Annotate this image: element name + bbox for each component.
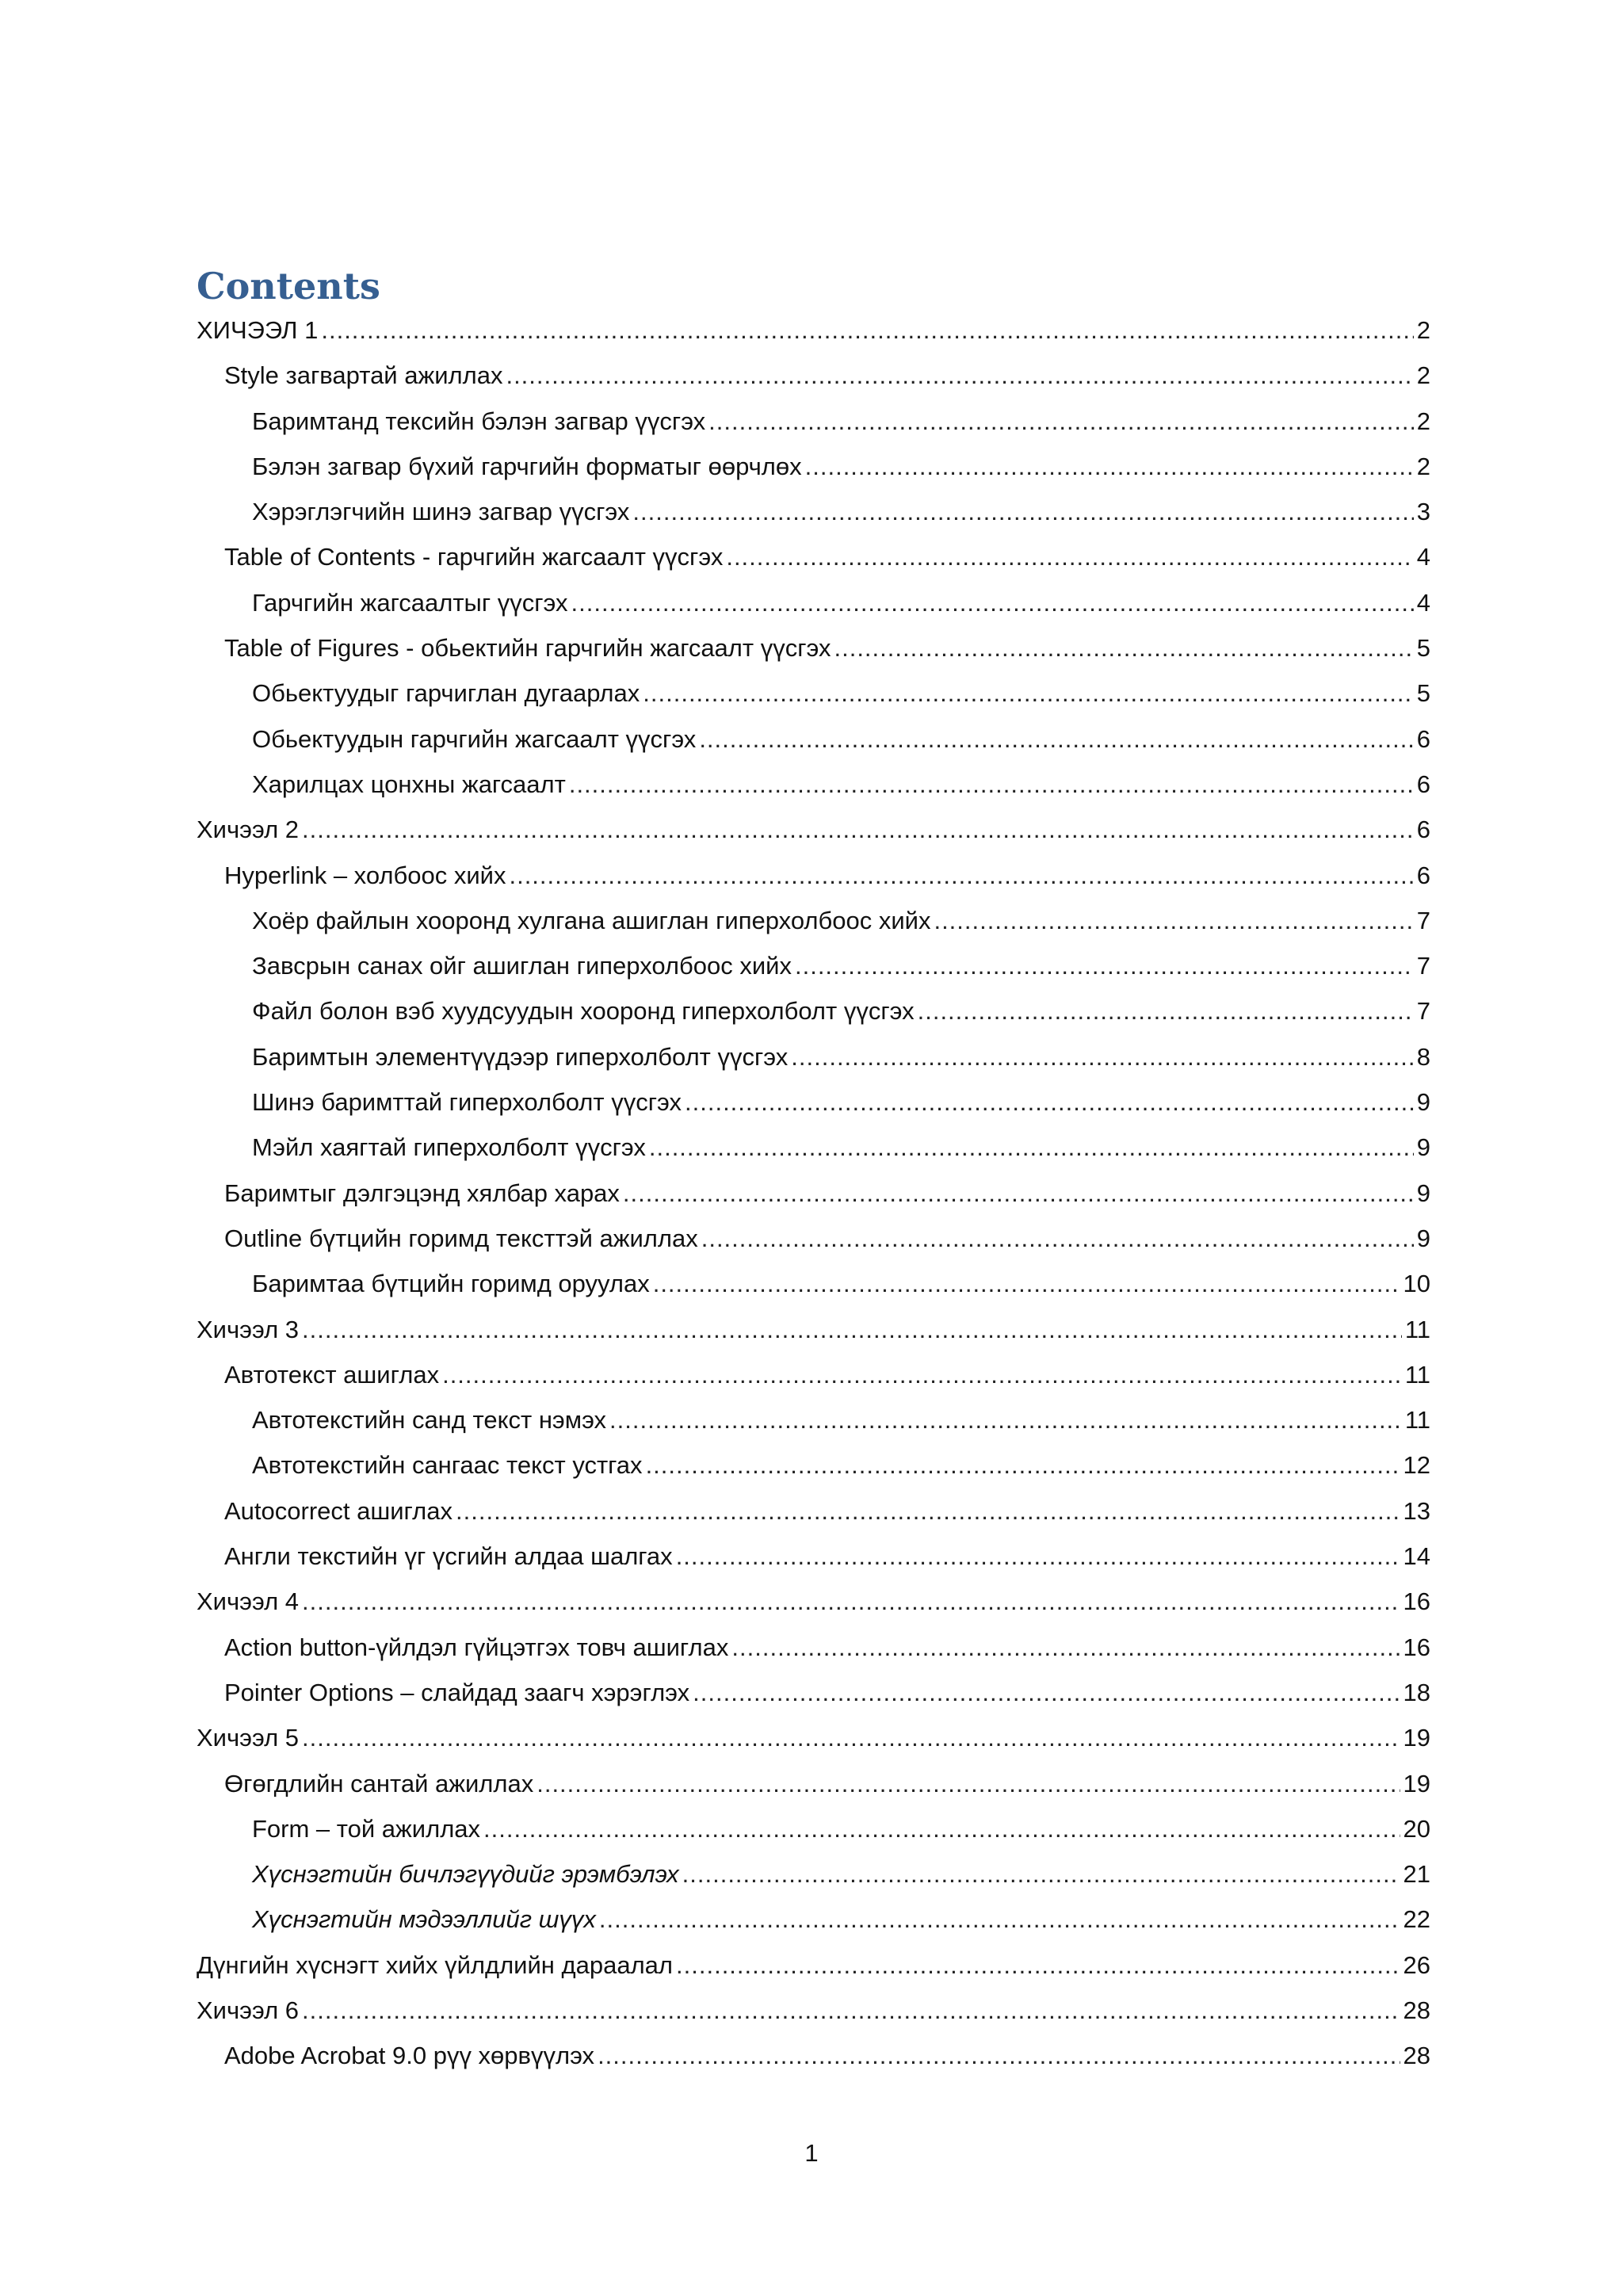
- toc-dot-leader: [805, 444, 1414, 489]
- toc-dot-leader: [598, 2033, 1400, 2078]
- toc-entry[interactable]: [197, 1125, 1430, 1170]
- toc-dot-leader: [649, 1125, 1414, 1170]
- toc-entry[interactable]: [197, 1761, 1430, 1806]
- toc-dot-leader: [685, 1079, 1414, 1125]
- toc-dot-leader: [456, 1488, 1400, 1534]
- toc-entry-label: Автотекст ашиглах: [224, 1360, 440, 1389]
- toc-entry[interactable]: [197, 1806, 1430, 1851]
- toc-entry-page: 7: [1416, 952, 1430, 980]
- toc-entry[interactable]: [197, 1988, 1430, 2033]
- toc-entry[interactable]: [197, 444, 1430, 489]
- toc-entry-label: Шинэ баримттай гиперхолболт үүсгэх: [252, 1088, 682, 1117]
- toc-entry[interactable]: [197, 1670, 1430, 1715]
- toc-entry-label: Бэлэн загвар бүхий гарчгийн форматыг өөрчлөх: [252, 452, 802, 480]
- toc-entry[interactable]: [197, 1851, 1430, 1897]
- toc-entry-label: Хэрэглэгчийн шинэ загвар үүсгэх: [252, 498, 630, 526]
- toc-dot-leader: [791, 1034, 1413, 1079]
- toc-entry-page: 6: [1416, 816, 1430, 844]
- toc-entry[interactable]: [197, 1625, 1430, 1670]
- toc-dot-leader: [795, 943, 1414, 988]
- toc-entry-page: 7: [1416, 906, 1430, 934]
- toc-entry-page: 9: [1416, 1224, 1430, 1252]
- toc-entry[interactable]: [197, 1034, 1430, 1079]
- table-of-contents: [197, 308, 1430, 2079]
- toc-dot-leader: [623, 1171, 1414, 1216]
- toc-entry-page: 22: [1403, 1905, 1430, 1934]
- toc-entry-label: Form – той ажиллах: [252, 1814, 481, 1843]
- toc-entry-label: Style загвартай ажиллах: [224, 361, 503, 390]
- toc-entry-page: 12: [1403, 1451, 1430, 1480]
- toc-entry[interactable]: [197, 308, 1430, 353]
- toc-entry[interactable]: [197, 807, 1430, 852]
- toc-dot-leader: [506, 353, 1413, 398]
- toc-dot-leader: [321, 308, 1413, 353]
- toc-entry-page: 11: [1404, 1360, 1430, 1389]
- toc-entry-label: ХИЧЭЭЛ 1: [197, 316, 319, 344]
- toc-entry-page: 19: [1403, 1724, 1430, 1752]
- toc-entry-page: 5: [1416, 634, 1430, 663]
- toc-entry[interactable]: [197, 1897, 1430, 1942]
- toc-entry-label: Хичээл 3: [197, 1315, 300, 1343]
- toc-entry-label: Автотекстийн сангаас текст устгах: [252, 1451, 643, 1480]
- toc-entry-label: Hyperlink – холбоос хийх: [224, 861, 506, 889]
- toc-dot-leader: [569, 762, 1414, 807]
- toc-entry[interactable]: [197, 1397, 1430, 1442]
- toc-entry-label: Баримтанд тексийн бэлэн загвар үүсгэх: [252, 407, 706, 435]
- toc-entry-label: Хүснэгтийн мэдээллийг шүүх: [252, 1905, 596, 1934]
- toc-entry[interactable]: [197, 1171, 1430, 1216]
- toc-entry-page: 3: [1416, 498, 1430, 526]
- toc-entry-page: 2: [1416, 452, 1430, 480]
- toc-entry[interactable]: [197, 943, 1430, 988]
- toc-dot-leader: [643, 670, 1413, 716]
- toc-entry[interactable]: [197, 399, 1430, 444]
- toc-entry[interactable]: [197, 1534, 1430, 1579]
- toc-entry-page: 2: [1416, 316, 1430, 344]
- toc-dot-leader: [701, 1216, 1414, 1261]
- toc-entry-label: Файл болон вэб хуудсуудын хооронд гиперхолболт үүсгэх: [252, 997, 915, 1026]
- toc-entry[interactable]: [197, 898, 1430, 943]
- toc-entry-page: 11: [1404, 1315, 1430, 1343]
- page-number: 1: [804, 2139, 819, 2167]
- toc-dot-leader: [653, 1261, 1400, 1306]
- toc-entry[interactable]: [197, 1261, 1430, 1306]
- toc-dot-leader: [632, 489, 1413, 534]
- toc-entry-page: 16: [1403, 1633, 1430, 1661]
- toc-entry[interactable]: [197, 716, 1430, 762]
- toc-entry-label: Обьектуудыг гарчиглан дугаарлах: [252, 679, 640, 708]
- toc-dot-leader: [693, 1670, 1400, 1715]
- toc-dot-leader: [934, 898, 1413, 943]
- toc-entry-label: Adobe Acrobat 9.0 рүү хөрвүүлэх: [224, 2042, 595, 2070]
- toc-entry-label: Outline бүтцийн горимд тексттэй ажиллах: [224, 1224, 698, 1252]
- toc-dot-leader: [676, 1534, 1400, 1579]
- toc-entry-page: 10: [1403, 1270, 1430, 1298]
- toc-entry-page: 19: [1403, 1769, 1430, 1797]
- toc-entry-label: Autocorrect ашиглах: [224, 1496, 453, 1525]
- toc-entry[interactable]: [197, 1307, 1430, 1352]
- toc-entry-label: Хичээл 4: [197, 1587, 300, 1616]
- toc-entry-label: Хичээл 5: [197, 1724, 300, 1752]
- toc-entry-label: Хоёр файлын хооронд хулгана ашиглан гиперхолбоос хийх: [252, 906, 931, 934]
- toc-entry[interactable]: [197, 534, 1430, 579]
- toc-entry-label: Обьектуудын гарчгийн жагсаалт үүсгэх: [252, 724, 697, 753]
- toc-dot-leader: [676, 1943, 1400, 1988]
- toc-entry-page: 16: [1403, 1587, 1430, 1616]
- toc-entry-label: Англи текстийн үг үсгийн алдаа шалгах: [224, 1542, 673, 1571]
- toc-dot-leader: [731, 1625, 1400, 1670]
- toc-entry-page: 5: [1416, 679, 1430, 708]
- toc-entry-page: 9: [1416, 1088, 1430, 1117]
- toc-entry-page: 13: [1403, 1496, 1430, 1525]
- toc-dot-leader: [834, 625, 1413, 670]
- toc-entry[interactable]: [197, 1715, 1430, 1760]
- toc-dot-leader: [537, 1761, 1400, 1806]
- toc-dot-leader: [646, 1442, 1400, 1488]
- toc-entry[interactable]: [197, 670, 1430, 716]
- toc-entry[interactable]: [197, 580, 1430, 625]
- toc-entry-label: Хүснэгтийн бичлэгүүдийг эрэмбэлэх: [252, 1860, 679, 1889]
- toc-entry-page: 2: [1416, 361, 1430, 390]
- toc-entry-label: Өгөгдлийн сантай ажиллах: [224, 1769, 534, 1797]
- toc-dot-leader: [483, 1806, 1400, 1851]
- toc-entry[interactable]: [197, 988, 1430, 1033]
- toc-entry-label: Баримтын элементүүдээр гиперхолболт үүсгэх: [252, 1042, 789, 1071]
- toc-dot-leader: [682, 1851, 1400, 1897]
- toc-entry-label: Баримтыг дэлгэцэнд хялбар харах: [224, 1179, 620, 1207]
- toc-entry-label: Завсрын санах ойг ашиглан гиперхолбоос хийх: [252, 952, 792, 980]
- toc-dot-leader: [609, 1397, 1402, 1442]
- toc-entry-page: 28: [1403, 1996, 1430, 2024]
- toc-entry-label: Харилцах цонхны жагсаалт: [252, 770, 566, 798]
- toc-entry-page: 18: [1403, 1678, 1430, 1706]
- toc-dot-leader: [302, 1307, 1402, 1352]
- toc-entry-page: 4: [1416, 588, 1430, 617]
- toc-dot-leader: [571, 580, 1414, 625]
- toc-entry[interactable]: [197, 1943, 1430, 1988]
- toc-entry-label: Мэйл хаягтай гиперхолболт үүсгэх: [252, 1133, 646, 1162]
- toc-dot-leader: [302, 807, 1414, 852]
- toc-entry-page: 14: [1403, 1542, 1430, 1571]
- toc-dot-leader: [442, 1352, 1402, 1397]
- toc-entry-label: Table of Figures - обьектийн гарчгийн жагсаалт үүсгэх: [224, 634, 831, 663]
- toc-entry-page: 6: [1416, 770, 1430, 798]
- toc-entry[interactable]: [197, 1488, 1430, 1534]
- toc-entry-label: Автотекстийн санд текст нэмэх: [252, 1406, 607, 1435]
- toc-entry-label: Гарчгийн жагсаалтыг үүсгэх: [252, 588, 568, 617]
- toc-entry-page: 21: [1403, 1860, 1430, 1889]
- toc-entry[interactable]: [197, 353, 1430, 398]
- toc-dot-leader: [302, 1715, 1400, 1760]
- toc-dot-leader: [918, 988, 1414, 1033]
- toc-entry[interactable]: [197, 1216, 1430, 1261]
- toc-dot-leader: [302, 1988, 1400, 2033]
- toc-entry-page: 6: [1416, 861, 1430, 889]
- toc-entry-page: 7: [1416, 997, 1430, 1026]
- toc-entry-page: 9: [1416, 1133, 1430, 1162]
- toc-entry[interactable]: [197, 853, 1430, 898]
- toc-entry[interactable]: [197, 625, 1430, 670]
- toc-entry-page: 26: [1403, 1950, 1430, 1979]
- toc-entry-label: Баримтаа бүтцийн горимд оруулах: [252, 1270, 650, 1298]
- toc-entry-label: Хичээл 6: [197, 1996, 300, 2024]
- toc-entry-page: 4: [1416, 543, 1430, 571]
- page-title: Contents: [197, 265, 380, 308]
- toc-entry-label: Table of Contents - гарчгийн жагсаалт үүсгэх: [224, 543, 724, 571]
- toc-entry[interactable]: [197, 1352, 1430, 1397]
- toc-dot-leader: [708, 399, 1414, 444]
- toc-entry-page: 20: [1403, 1814, 1430, 1843]
- toc-entry-page: 2: [1416, 407, 1430, 435]
- toc-entry[interactable]: [197, 2033, 1430, 2078]
- toc-dot-leader: [509, 853, 1413, 898]
- toc-dot-leader: [599, 1897, 1400, 1942]
- toc-entry[interactable]: [197, 1579, 1430, 1624]
- toc-entry-page: 11: [1404, 1406, 1430, 1435]
- toc-dot-leader: [699, 716, 1413, 762]
- toc-entry[interactable]: [197, 762, 1430, 807]
- toc-entry-page: 6: [1416, 724, 1430, 753]
- toc-entry[interactable]: [197, 1079, 1430, 1125]
- toc-entry-label: Action button-үйлдэл гүйцэтгэх товч ашиглах: [224, 1633, 729, 1661]
- toc-entry-label: Дүнгийн хүснэгт хийх үйлдлийн дараалал: [197, 1950, 674, 1979]
- toc-dot-leader: [302, 1579, 1400, 1624]
- toc-entry-label: Pointer Options – слайдад заагч хэрэглэх: [224, 1678, 690, 1706]
- toc-entry-label: Хичээл 2: [197, 816, 300, 844]
- toc-dot-leader: [726, 534, 1413, 579]
- toc-entry-page: 8: [1416, 1042, 1430, 1071]
- toc-entry[interactable]: [197, 489, 1430, 534]
- toc-entry-page: 9: [1416, 1179, 1430, 1207]
- toc-entry-page: 28: [1403, 2042, 1430, 2070]
- toc-entry[interactable]: [197, 1442, 1430, 1488]
